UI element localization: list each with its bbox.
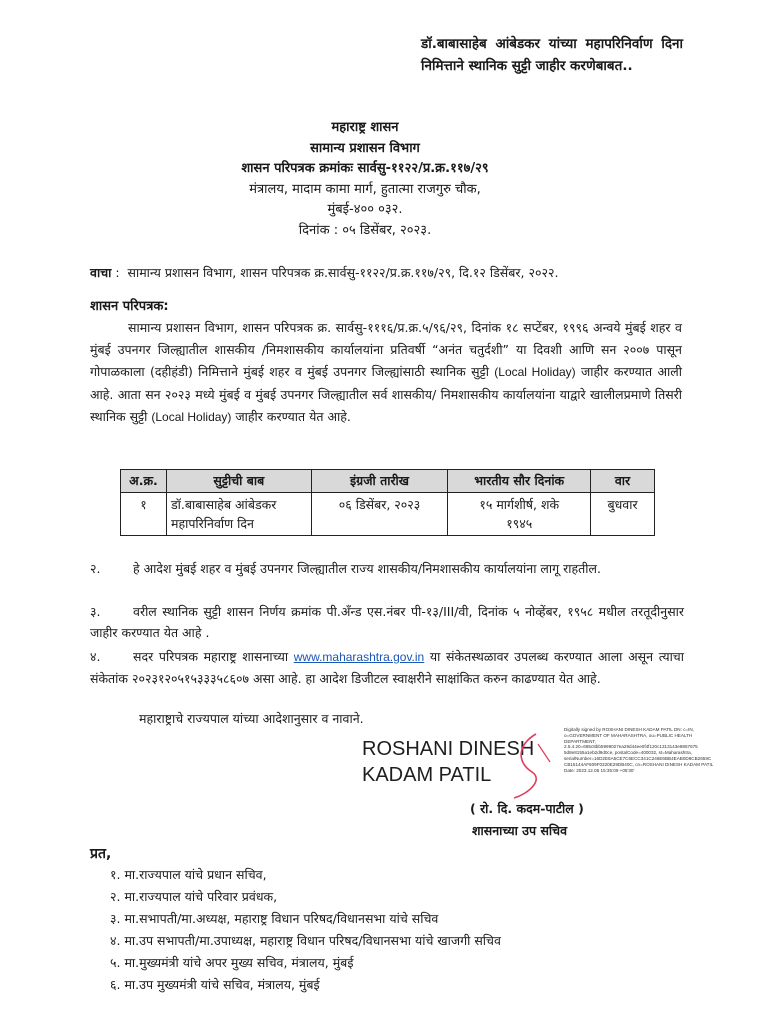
signatory-name-line2: KADAM PATIL [362, 764, 492, 786]
distribution-item: ५. मा.मुख्यमंत्री यांचे अपर मुख्य सचिव, मंत्रालय, मुंबई [110, 955, 354, 970]
government-name: महाराष्ट्र शासन [331, 120, 399, 135]
point-2-number: २. [90, 561, 101, 576]
holiday-table [120, 469, 655, 536]
point-4 [90, 646, 684, 689]
point-4-number: ४. [90, 649, 101, 664]
point-2-text: हे आदेश मुंबई शहर व मुंबई उपनगर जिल्ह्यातील राज्य शासकीय/निमशासकीय कार्यालयांना लागू राहतील. [133, 561, 601, 576]
office-address: मंत्रालय, मादाम कामा मार्ग, हुतात्मा राजगुरु चौक, [249, 181, 481, 197]
table-header-row [121, 470, 655, 493]
signatory-name-line1: ROSHANI DINESH [362, 738, 535, 760]
distribution-item: २. मा.राज्यपाल यांचे परिवार प्रवंधक, [110, 889, 278, 904]
document-header [200, 118, 530, 241]
column-header-english-date: इंग्रजी तारीख [311, 470, 448, 493]
department-name: सामान्य प्रशासन विभाग [310, 140, 420, 156]
cell-saka-date [448, 493, 591, 536]
circular-date: दिनांक : ०५ डिसेंबर, २०२३. [298, 222, 432, 238]
point-3-number: ३. [90, 604, 101, 619]
distribution-title: प्रत, [90, 846, 112, 862]
paragraph-intro-part2: जाहीर करण्यात आली आहे. आता सन २०२३ मध्ये मुंबई व मुंबई उपनगर जिल्ह्यातील सर्व शासकीय/ निमशासकीय कार्यालयांना याद्वारे खालीलप्रमाणे तिसरी स्थानिक सुट्टी [90, 364, 682, 424]
maharashtra-website-link[interactable]: www.maharashtra.gov.in [293, 650, 425, 664]
paragraph-intro-part1: सामान्य प्रशासन विभाग, शासन परिपत्रक क्र. सार्वसु-१११६/प्र.क्र.५/९६/२९, दिनांक १८ सप्टेंबर, १९९६ अन्वये मुंबई शहर व मुंबई उपनगर जिल्ह्यातील शासकीय /निमशासकीय कार्यालयांना प्रतिवर्षी “अनंत चतुर्दशी” या दिवशी आणि सन २००७ पासून गोपाळकाला (दहीहंडी) निमित्ताने मुंबई शहर व मुंबई उपनगर जिल्ह्यांसाठी स्थानिक सुट्टी [90, 320, 682, 380]
column-header-saka-date: भारतीय सौर दिनांक [448, 470, 591, 493]
signature-stroke-icon [508, 732, 558, 802]
point-4-text-after: या संकेतस्थळावर उपलब्ध करण्यात आला असून त्याचा संकेतांक २०२३१२०५१५३३३५८६०७ असा आहे. हा आदेश डिजीटल स्वाक्षरीने साक्षांकित करुन काढण्यात येत आहे. [90, 649, 684, 686]
distribution-item: ६. मा.उप मुख्यमंत्री यांचे सचिव, मंत्रालय, मुंबई [110, 977, 320, 992]
point-4-text-before: सदर परिपत्रक महाराष्ट्र शासनाच्या [133, 649, 289, 664]
cell-day: बुधवार [591, 493, 655, 536]
cell-sr: १ [121, 493, 167, 536]
paragraph-intro-part3: जाहीर करण्यात येत आहे. [235, 408, 351, 424]
closing-line: महाराष्ट्राचे राज्यपाल यांच्या आदेशानुसार व नावाने. [139, 711, 364, 726]
paragraph-intro-en2: (Local Holiday) [151, 409, 232, 424]
distribution-item: ३. मा.सभापती/मा.अध्यक्ष, महाराष्ट्र विधान परिषद/विधानसभा यांचे सचिव [110, 911, 439, 926]
cell-english-date: ०६ डिसेंबर, २०२३ [311, 493, 448, 536]
cell-saka-line2: १९४५ [506, 516, 533, 531]
distribution-item: ४. मा.उप सभापती/मा.उपाध्यक्ष, महाराष्ट्र विधान परिषद/विधानसभा यांचे खाजगी सचिव [110, 933, 501, 948]
paragraph-intro [90, 317, 682, 428]
paragraph-intro-en1: (Local Holiday) [494, 365, 576, 380]
point-3 [90, 601, 684, 643]
reference-line: वाचा : सामान्य प्रशासन विभाग, शासन परिपत्रक क्र.सार्वसु-११२२/प्र.क्र.११७/२९, दि.१२ डिसेंबर, २०२२. [90, 265, 559, 280]
distribution-item: १. मा.राज्यपाल यांचे प्रधान सचिव, [110, 867, 267, 882]
signatory-initials: ( रो. दि. कदम-पाटील ) [470, 801, 584, 816]
reference-text: सामान्य प्रशासन विभाग, शासन परिपत्रक क्र.सार्वसु-११२२/प्र.क्र.११७/२९, दि.१२ डिसेंबर, २०२२. [127, 265, 559, 280]
point-2 [90, 558, 684, 579]
document-subject: डॉ.बाबासाहेब आंबेडकर यांच्या महापरिनिर्वाण दिना निमित्ताने स्थानिक सुट्टी जाहीर करणेबाबत.. [421, 36, 683, 74]
reference-label: वाचा [90, 265, 112, 280]
signatory-designation: शासनाच्या उप सचिव [472, 823, 568, 838]
cell-holiday-item [166, 493, 311, 536]
cell-saka-line1: १५ मार्गशीर्ष, शके [479, 497, 560, 512]
digital-signature-date: Date: 2023.12.05 15:35:09 +05'30' [564, 767, 635, 773]
office-city: मुंबई-४०० ०३२. [327, 202, 403, 217]
cell-holiday-item-line2: महापरिनिर्वाण दिन [170, 516, 254, 531]
cell-holiday-item-line1: डॉ.बाबासाहेब आंबेडकर [170, 497, 277, 512]
table-row [121, 493, 655, 536]
section-title: शासन परिपत्रक: [90, 299, 169, 314]
digital-signature-text: Digitally signed by ROSHANI DINESH KADAM PATIL DN: c=IN, o=GOVERNMENT OF MAHARASHTRA, ou=PUBLIC HEALTH DEPARTMENT, 2.5.4.20=685c8bb5999027ea29d44ee0f4f120c1313143e8857675 5d8e8155a1eb2d9d0ce, postalCode=400032, st=Maharashtra, serialNumber=16D2E6A5CE7C6ECC341C246E6BB4EAB0D8CB2659C CB15144AF609F0320E29DB40C, cn=ROSHANI DINESH KADAM PATIL [564, 727, 714, 767]
circular-number: शासन परिपत्रक क्रमांकः सार्वसु-११२२/प्र.क्र.११७/२९ [241, 161, 489, 176]
point-3-text: वरील स्थानिक सुट्टी शासन निर्णय क्रमांक पी.अँन्ड एस.नंबर पी-१३/III/वी, दिनांक ५ नोव्हेंबर, १९५८ मधील तरतूदीनुसार जाहीर करण्यात येत आहे . [90, 604, 684, 640]
column-header-holiday-item: सुट्टीची बाब [166, 470, 311, 493]
column-header-sr: अ.क्र. [121, 470, 167, 493]
digital-signature-details [564, 727, 714, 773]
column-header-day: वार [591, 470, 655, 493]
